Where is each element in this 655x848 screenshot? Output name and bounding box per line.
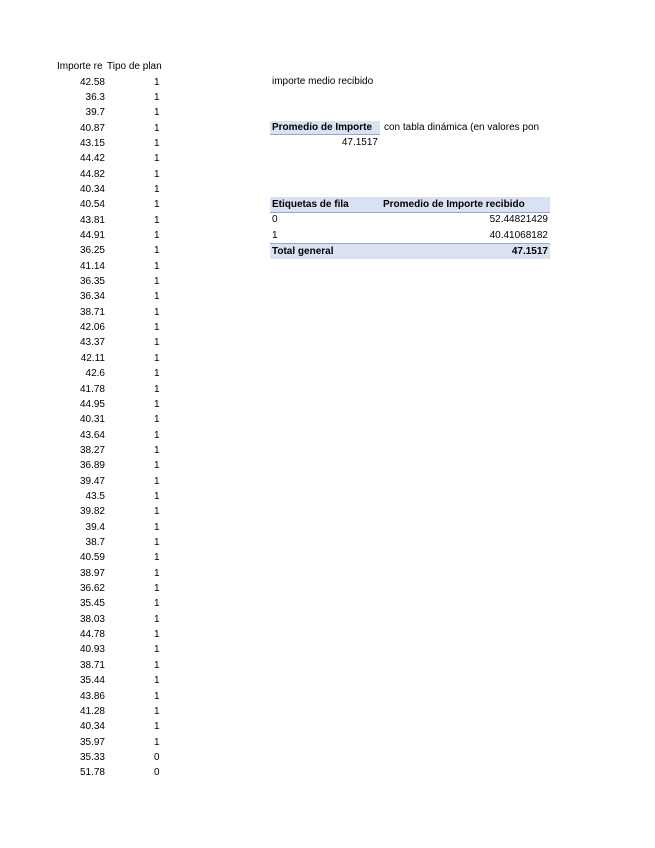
plan-cell[interactable]: 1 [154,398,160,410]
amount-cell[interactable]: 42.6 [85,368,105,380]
table-row [0,136,200,151]
table-row [0,673,200,688]
plan-cell[interactable]: 1 [154,613,160,625]
plan-cell[interactable]: 1 [154,352,160,364]
table-row [0,274,200,289]
plan-cell[interactable]: 1 [154,598,160,610]
plan-cell[interactable]: 1 [154,230,160,241]
amount-cell[interactable]: 43.86 [79,690,105,702]
amount-cell[interactable]: 35.45 [79,598,105,610]
table-row [0,75,200,90]
amount-cell[interactable]: 40.54 [79,199,105,211]
table-row [0,566,200,581]
amount-cell[interactable]: 39.7 [85,107,105,119]
pivot1-value[interactable]: 47.1517 [341,137,378,148]
plan-cell[interactable]: 1 [154,644,160,656]
plan-cell[interactable]: 1 [154,291,160,303]
plan-cell[interactable]: 1 [154,629,160,641]
pivot2-row-label[interactable]: 1 [272,229,278,241]
table-row [0,550,200,565]
table-row [0,719,200,734]
table-row [0,596,200,611]
plan-cell[interactable]: 1 [154,537,160,548]
table-row [0,320,200,335]
pivot2-row [270,228,550,243]
plan-cell[interactable]: 1 [154,675,160,687]
table-row [0,121,200,136]
amount-cell[interactable]: 43.64 [79,429,105,441]
table-row [0,535,200,550]
plan-cell[interactable]: 1 [154,183,160,195]
plan-cell[interactable]: 1 [154,583,160,595]
plan-cell[interactable]: 1 [154,260,160,272]
plan-cell[interactable]: 1 [154,460,160,472]
amount-cell[interactable]: 36.34 [79,291,105,303]
plan-cell[interactable]: 1 [154,122,160,134]
plan-cell[interactable]: 1 [154,306,160,318]
amount-cell[interactable]: 40.87 [79,122,105,134]
plan-cell[interactable]: 1 [154,521,160,533]
table-row [0,197,200,212]
table-row [0,412,200,427]
amount-cell[interactable]: 42.58 [79,76,105,88]
plan-column-header[interactable]: Tipo de plan [107,61,162,72]
amount-cell[interactable]: 36.62 [79,583,105,595]
pivot2-header [270,197,550,213]
plan-cell[interactable]: 1 [154,368,160,380]
amount-cell[interactable]: 36.25 [79,245,105,257]
plan-cell[interactable]: 1 [154,490,160,502]
table-row [0,658,200,673]
amount-cell[interactable]: 44.42 [79,153,105,165]
amount-cell[interactable]: 42.11 [80,352,105,364]
amount-cell[interactable]: 40.93 [79,644,105,656]
pivot2-row-label[interactable]: 0 [272,214,278,225]
table-row [0,504,200,519]
table-row [0,335,200,350]
table-row [0,382,200,397]
plan-cell[interactable]: 1 [154,245,160,257]
table-row [0,397,200,412]
table-row [0,489,200,504]
table-row [0,305,200,320]
table-row [0,750,200,765]
pivot1-note[interactable]: con tabla dinámica (en valores pon [384,122,540,133]
table-row [0,443,200,458]
pivot2-row-labels-header[interactable]: Etiquetas de fila [272,199,349,210]
table-row [0,627,200,642]
table-row [0,228,200,243]
plan-cell[interactable]: 1 [154,721,160,733]
amount-cell[interactable]: 43.81 [79,214,105,226]
plan-cell[interactable]: 1 [154,322,160,334]
amount-cell[interactable]: 40.59 [79,552,105,564]
amount-cell[interactable]: 35.97 [79,736,105,748]
plan-cell[interactable]: 1 [154,705,160,717]
pivot2-total-row [270,243,550,259]
amount-cell[interactable]: 36.89 [79,460,105,472]
amount-cell[interactable]: 39.4 [85,521,105,533]
amount-cell[interactable]: 43.5 [85,490,105,502]
table-row [0,366,200,381]
plan-cell[interactable]: 1 [154,429,160,441]
table-row [0,289,200,304]
table-row [0,182,200,197]
table-row [0,520,200,535]
amount-cell[interactable]: 44.82 [79,168,105,180]
plan-cell[interactable]: 1 [154,552,160,564]
table-row [0,642,200,657]
amount-cell[interactable]: 40.34 [79,721,105,733]
plan-cell[interactable]: 1 [154,214,160,226]
table-row [0,151,200,166]
plan-cell[interactable]: 0 [154,751,160,763]
amount-cell[interactable]: 39.47 [79,475,105,487]
amount-cell[interactable]: 36.3 [85,91,105,103]
amount-cell[interactable]: 39.82 [79,506,105,518]
amount-cell[interactable]: 41.28 [79,705,105,717]
plan-cell[interactable]: 1 [154,199,160,211]
amount-cell[interactable]: 38.97 [79,567,105,579]
plan-cell[interactable]: 1 [154,736,160,748]
table-row [0,735,200,750]
amount-column-header[interactable]: Importe re [57,61,103,72]
amount-cell[interactable]: 44.78 [79,629,105,641]
amount-cell[interactable]: 41.14 [79,260,105,272]
amount-cell[interactable]: 42.06 [79,322,105,334]
amount-cell[interactable]: 51.78 [79,767,105,779]
plan-cell[interactable]: 1 [154,567,160,579]
pivot2-average-header[interactable]: Promedio de Importe recibido [383,199,525,210]
plan-cell[interactable]: 1 [154,414,160,426]
plan-cell[interactable]: 1 [154,76,160,88]
pivot2-row [270,212,550,227]
table-row [0,765,200,780]
plan-cell[interactable]: 0 [154,767,160,779]
table-row [0,259,200,274]
amount-cell[interactable]: 40.34 [79,183,105,195]
table-row [0,213,200,228]
pivot1-header[interactable]: Promedio de Importe [270,121,380,135]
plan-cell[interactable]: 1 [154,168,160,180]
amount-cell[interactable]: 36.35 [79,276,105,288]
plan-cell[interactable]: 1 [154,383,160,395]
table-row [0,474,200,489]
amount-cell[interactable]: 38.03 [79,613,105,625]
table-row [0,243,200,258]
table-row [0,689,200,704]
table-row [0,167,200,182]
plan-cell[interactable]: 1 [154,91,160,103]
table-row [0,351,200,366]
table-row [0,105,200,120]
plan-cell[interactable]: 1 [154,690,160,702]
plan-cell[interactable]: 1 [154,506,160,518]
table-row [0,458,200,473]
plan-cell[interactable]: 1 [154,444,160,456]
amount-cell[interactable]: 38.7 [85,537,105,548]
plan-cell[interactable]: 1 [154,107,160,119]
plan-cell[interactable]: 1 [154,137,160,149]
plan-cell[interactable]: 1 [154,337,160,349]
pivot2-row-value[interactable]: 40.41068182 [489,229,548,241]
plan-cell[interactable]: 1 [154,153,160,165]
average-note[interactable]: importe medio recibido [272,76,374,87]
amount-cell[interactable]: 44.91 [79,230,105,241]
amount-cell[interactable]: 38.71 [79,659,105,671]
plan-cell[interactable]: 1 [154,475,160,487]
amount-cell[interactable]: 40.31 [79,414,105,426]
amount-cell[interactable]: 44.95 [79,398,105,410]
table-row [0,428,200,443]
amount-cell[interactable]: 35.33 [79,751,105,763]
table-row [0,612,200,627]
amount-cell[interactable]: 35.44 [79,675,105,687]
amount-cell[interactable]: 38.27 [79,444,105,456]
plan-cell[interactable]: 1 [154,276,160,288]
pivot2-total-value[interactable]: 47.1517 [511,246,548,257]
table-row [0,90,200,105]
pivot2-total-label[interactable]: Total general [272,246,334,257]
amount-cell[interactable]: 41.78 [79,383,105,395]
pivot2-row-value[interactable]: 52.44821429 [489,214,548,225]
table-row [0,581,200,596]
table-row [0,704,200,719]
amount-cell[interactable]: 43.15 [79,137,105,149]
plan-cell[interactable]: 1 [154,659,160,671]
amount-cell[interactable]: 38.71 [79,306,105,318]
amount-cell[interactable]: 43.37 [79,337,105,349]
